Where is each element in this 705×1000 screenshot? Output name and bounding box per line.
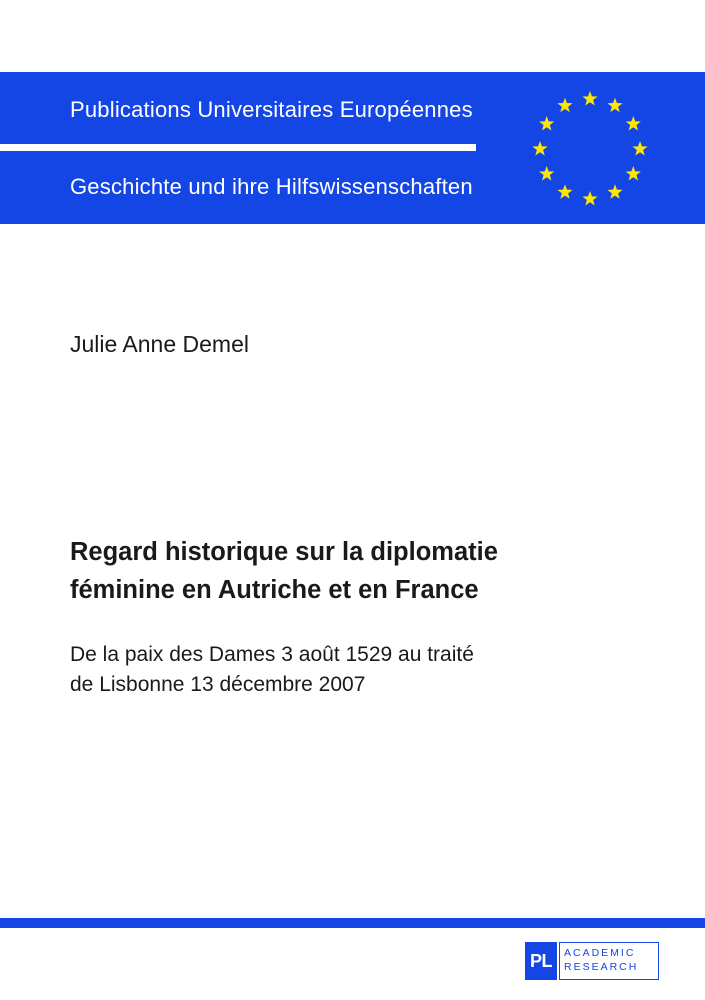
- star-icon: [607, 98, 622, 112]
- book-subtitle-line: de Lisbonne 13 décembre 2007: [70, 673, 366, 696]
- star-icon: [582, 91, 597, 105]
- star-icon: [532, 141, 547, 155]
- star-icon: [539, 116, 554, 130]
- publisher-logo: [525, 942, 659, 980]
- publisher-name-line2: RESEARCH: [564, 961, 639, 973]
- author-name: Julie Anne Demel: [70, 331, 249, 357]
- star-icon: [632, 141, 647, 155]
- book-subtitle: [70, 640, 630, 700]
- publisher-name: [559, 942, 659, 980]
- star-icon: [557, 98, 572, 112]
- publisher-monogram: PL: [525, 942, 557, 980]
- bottom-divider: [0, 918, 705, 928]
- book-title-line: Regard historique sur la diplomatie: [70, 538, 498, 566]
- star-icon: [607, 184, 622, 198]
- book-title-line: féminine en Autriche et en France: [70, 576, 479, 604]
- series-divider: [0, 144, 476, 151]
- book-title: [70, 533, 630, 609]
- star-icon: [582, 191, 597, 205]
- eu-stars-icon: [525, 84, 655, 214]
- series-title-line1: Publications Universitaires Européennes: [70, 97, 473, 122]
- book-subtitle-line: De la paix des Dames 3 août 1529 au traité: [70, 643, 474, 666]
- series-title-line2: Geschichte und ihre Hilfswissenschaften: [70, 174, 473, 199]
- star-icon: [626, 166, 641, 180]
- star-icon: [626, 116, 641, 130]
- star-icon: [557, 184, 572, 198]
- star-icon: [539, 166, 554, 180]
- publisher-name-line1: ACADEMIC: [564, 947, 636, 959]
